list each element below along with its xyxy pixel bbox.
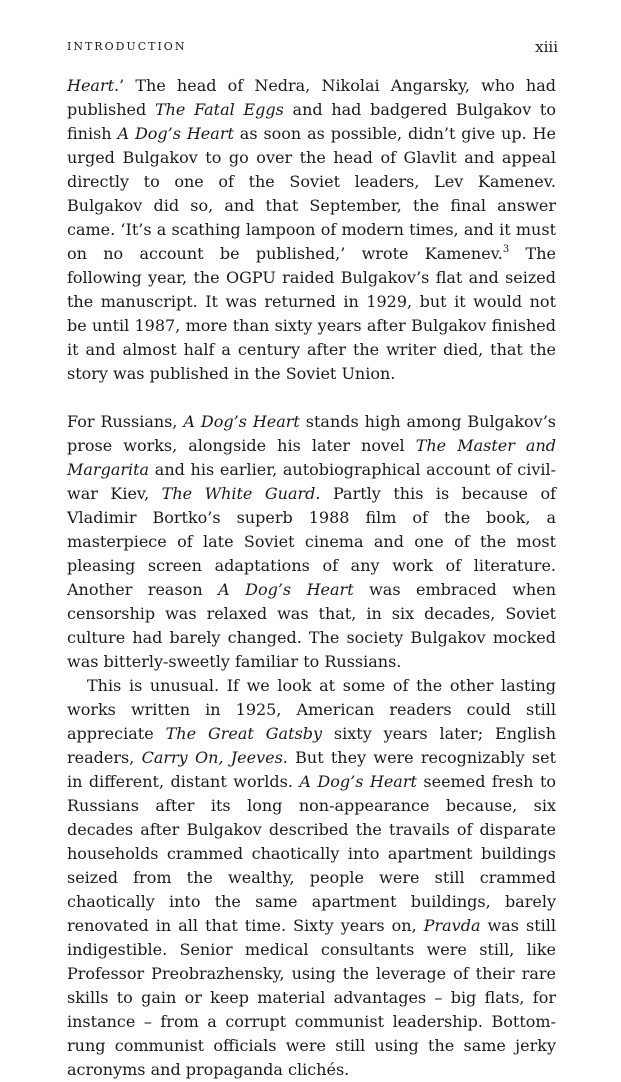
text-run: stands high among Bulgakov’s prose works, alongside his later novel [67,412,556,455]
text-run: Partly this is because of Vladimir Bortko’s superb 1988 film of the book, a masterpiece of late Soviet cinema and one of the most pleasing screen adaptations of any work of literature. Another reason [67,484,556,599]
text-run: as soon as possible, didn’t give up. He urged Bulgakov to go over the head of Glavlit and appeal directly to one of the Soviet leaders, Lev Kamenev. Bulgakov did so, and that September, the final answer came. ‘It’s a scathing lampoon of modern times, and it must on no account be published,’ wrote Kamenev. [67,124,557,263]
text-run: seemed fresh to Russians after its long non-appearance because, six decades after Bulgakov described the travails of disparate households crammed chaotically into apartment buildings seized from the wealthy, people were still crammed chaotically into the same apartment buildings, barely renovated in all that time. Sixty years on, [67,772,556,935]
text-run: But they were recognizably set in different, distant worlds. [67,748,557,791]
text-run: and his earlier, autobiographical account of civil-war Kiev, [67,460,556,503]
italic-title: Pravda [423,916,481,935]
text-run: was embraced when censorship was relaxed was that, in six decades, Soviet culture had barely changed. The society Bulgakov mocked was bitterly-sweetly familiar to Russians. [67,580,557,671]
text-run: and had badgered Bulgakov to finish [67,100,556,143]
italic-title: The Great Gatsby [165,724,322,743]
text-run: was still indigestible. Senior medical consultants were still, like Professor Preobrazhensky, using the leverage of their rare skills to gain or keep material advantages – big flats, for instance – from a corrupt communist leadership. Bottom-rung communist officials were still using the same jerky acronyms and propaganda clichés. [67,916,557,1079]
italic-title: Carry On, Jeeves. [141,748,288,767]
page-header [67,40,558,60]
footnote-marker: 3 [502,244,510,255]
text-run: This is unusual. If we look at some of the other lasting works written in 1925, American readers could still appreciate [67,676,556,743]
italic-title: A Dog’s Heart [183,412,300,431]
paragraph [67,410,556,674]
body-text [67,74,556,1082]
italic-title: A Dog’s Heart [218,580,354,599]
text-run: The following year, the OGPU raided Bulgakov’s flat and seized the manuscript. It was returned in 1929, but it would not be until 1987, more than sixty years after Bulgakov finished it and almost half a century after the writer died, that the story was published in the Soviet Union. [67,244,556,383]
italic-title: A Dog’s Heart [299,772,417,791]
paragraph [67,74,556,386]
paragraph [67,674,556,1082]
italic-title: The Master and Margarita [67,436,556,479]
running-head: INTRODUCTION [67,40,187,53]
italic-title: The Fatal Eggs [154,100,284,119]
text-run: sixty years later; English readers, [67,724,556,767]
italic-title: Heart. [67,76,120,95]
text-run: ’ The head of Nedra, Nikolai Angarsky, who had published [67,76,556,119]
page-number: xiii [535,38,558,56]
text-run: For Russians, [67,412,184,431]
italic-title: The White Guard. [161,484,321,503]
italic-title: A Dog’s Heart [117,124,234,143]
